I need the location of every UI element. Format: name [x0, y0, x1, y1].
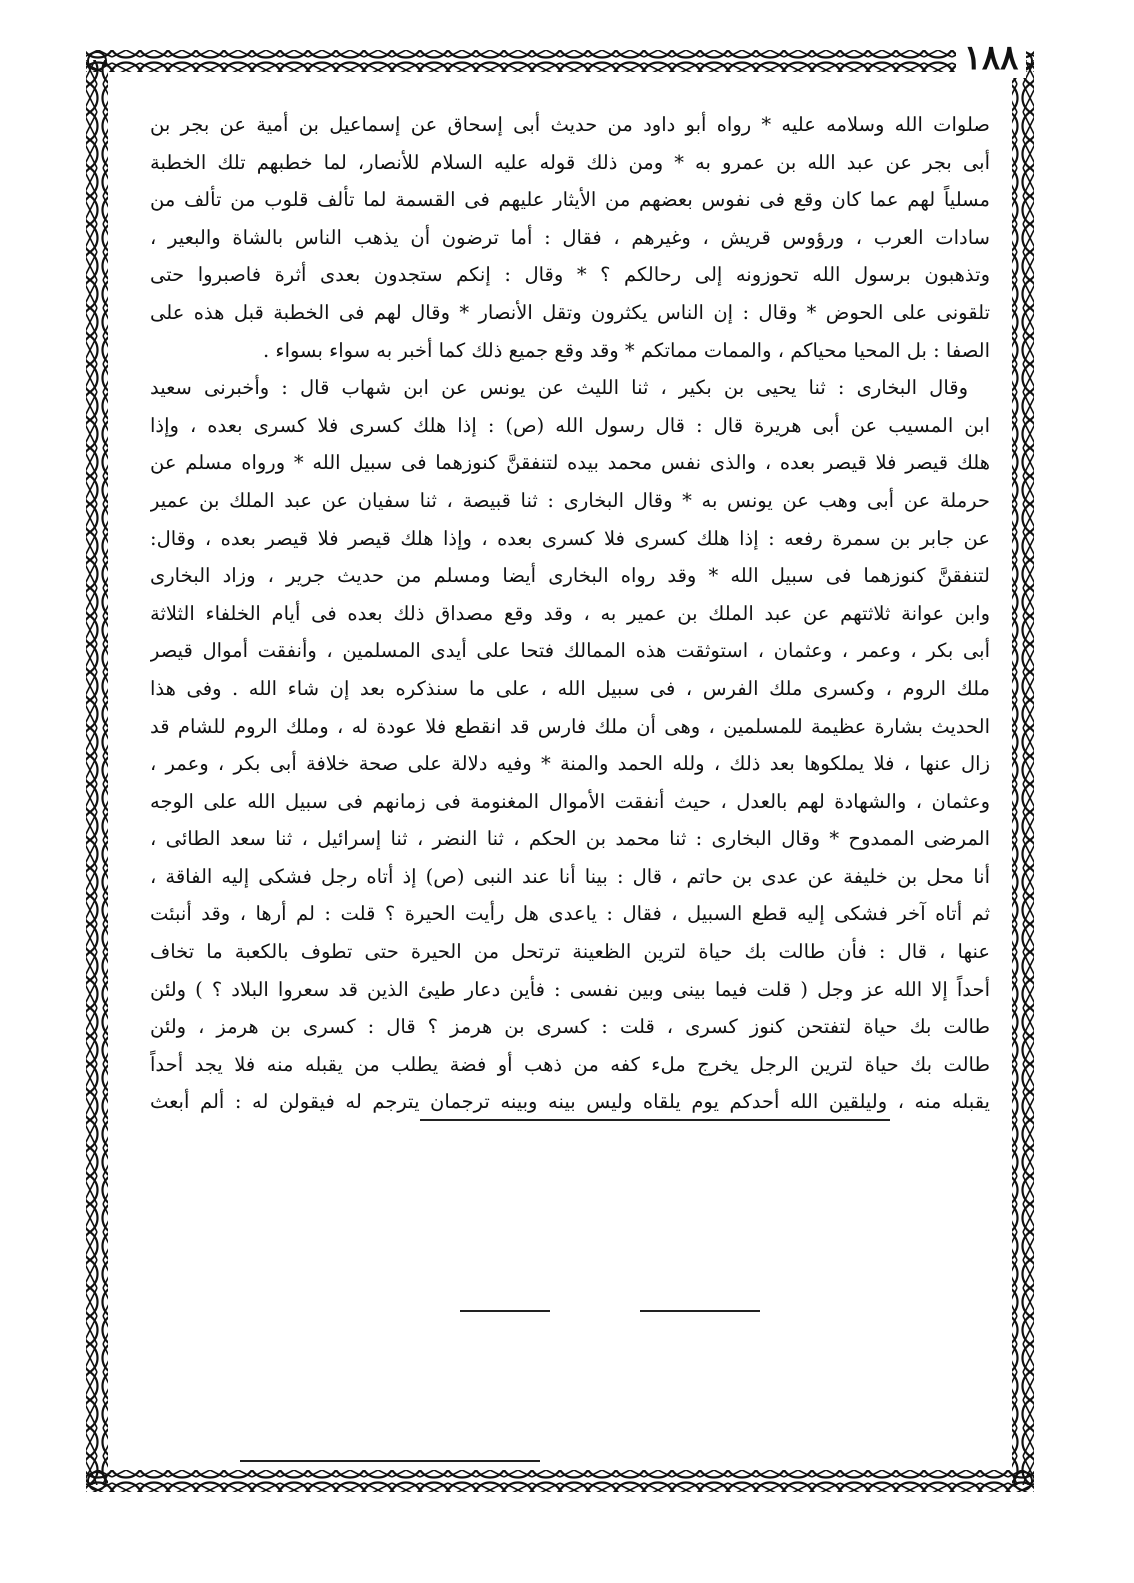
text-line: وقال البخارى : ثنا يحيى بن بكير ، ثنا الليث عن يونس عن ابن شهاب قال : وأخبرنى سعيد	[150, 376, 968, 400]
text-line: وابن عوانة ثلاثتهم عن عبد الملك بن عمير به ، وقد وقع مصداق ذلك بعده فى أيام الخلفاء الثلاثة	[150, 601, 990, 625]
pen-underline	[640, 1310, 760, 1312]
text-line: عن جابر بن سمرة رفعه : إذا هلك كسرى فلا كسرى بعده ، وإذا هلك قيصر فلا قيصر بعده ، وقال:	[150, 526, 990, 550]
text-line: يقبله منه ، وليلقين الله أحدكم يوم يلقاه وليس بينه وبينه ترجمان يترجم له فيقولن له : ألم أبعث	[150, 1090, 990, 1114]
text-line: ملك الروم ، وكسرى ملك الفرس ، فى سبيل الله ، على ما سنذكره بعد إن شاء الله . وفى هذا	[150, 676, 990, 700]
text-line: وعثمان ، والشهادة لهم بالعدل ، حيث أنفقت الأموال المغنومة فى زمانهم فى سبيل الله على الوجه	[150, 789, 990, 813]
text-line: الحديث بشارة عظيمة للمسلمين ، وهى أن ملك فارس قد انقطع فلا عودة له ، وملك الروم للشام قد	[150, 714, 990, 738]
body-text	[150, 106, 990, 1436]
text-line: سادات العرب ، ورؤوس قريش ، وغيرهم ، فقال : أما ترضون أن يذهب الناس بالشاة والبعير ،	[150, 225, 990, 249]
text-line: أنا محل بن خليفة عن عدى بن حاتم ، قال : بينا أنا عند النبى (ص) إذ أتاه رجل فشكى إليه الفاقة ،	[150, 864, 990, 888]
text-line: حرملة عن أبى وهب عن يونس به * وقال البخارى : ثنا قبيصة ، ثنا سفيان عن عبد الملك بن عمير	[150, 488, 990, 512]
pen-underline	[240, 1460, 540, 1462]
text-line: أبى بجر عن عبد الله بن عمرو به * ومن ذلك قوله عليه السلام للأنصار، لما خطبهم تلك الخطبة	[150, 150, 990, 174]
text-line: هلك قيصر فلا قيصر بعده ، والذى نفس محمد بيده لتنفقنَّ كنوزهما فى سبيل الله * ورواه مسلم عن	[150, 451, 990, 475]
text-line: المرضى الممدوح * وقال البخارى : ثنا محمد بن الحكم ، ثنا النضر ، ثنا إسرائيل ، ثنا سعد الطائى ،	[150, 827, 990, 851]
text-line: ابن المسيب عن أبى هريرة قال : قال رسول الله (ص) : إذا هلك كسرى فلا كسرى بعده ، وإذا	[150, 413, 990, 437]
text-line: مسلياً لهم عما كان وقع فى نفوس بعضهم من الأيثار عليهم فى القسمة لما تألف قلوب من تألف من	[150, 188, 990, 212]
text-line: طالت بك حياة لتفتحن كنوز كسرى ، قلت : كسرى بن هرمز ؟ قال : كسرى بن هرمز ، ولئن	[150, 1015, 990, 1039]
text-line: طالت بك حياة لترين الرجل يخرج ملء كفه من ذهب أو فضة يطلب من يقبله منه فلا يجد أحداً	[150, 1052, 990, 1076]
page-number: ١٨٨	[956, 38, 1026, 78]
text-line: زال عنها ، فلا يملكوها بعد ذلك ، ولله الحمد والمنة * وفيه دلالة على صحة خلافة أبى بكر ، وعمر ،	[150, 752, 990, 776]
text-line: تلقونى على الحوض * وقال : إن الناس يكثرون وتقل الأنصار * وقال لهم فى الخطبة قبل هذه على	[150, 300, 990, 324]
text-line: عنها ، قال : فأن طالت بك حياة لترين الظعينة ترتحل من الحيرة حتى تطوف بالكعبة ما تخاف	[150, 940, 990, 964]
text-line: لتنفقنَّ كنوزهما فى سبيل الله * وقد رواه البخارى أيضا ومسلم من حديث جرير ، وزاد البخارى	[150, 564, 990, 588]
text-line: الصفا : بل المحيا محياكم ، والممات مماتكم * وقد وقع جميع ذلك كما أخبر به سواء بسواء .	[263, 338, 990, 362]
text-line: أحداً إلا الله عز وجل ( قلت فيما بينى وبين نفسى : فأين دعار طيئ الذين قد سعروا البلاد ؟ ) ولئن	[150, 977, 990, 1001]
text-line: وتذهبون برسول الله تحوزونه إلى رحالكم ؟ * وقال : إنكم ستجدون بعدى أثرة فاصبروا حتى	[150, 263, 990, 287]
pen-underline	[460, 1310, 550, 1312]
text-line: ثم أتاه آخر فشكى إليه قطع السبيل ، فقال : ياعدى هل رأيت الحيرة ؟ قلت : لم أرها ، وقد أنبئت	[150, 902, 990, 926]
pen-underline	[420, 1119, 890, 1121]
text-line: صلوات الله وسلامه عليه * رواه أبو داود من حديث أبى إسحاق عن إسماعيل بن أمية عن بجر بن	[150, 113, 990, 136]
text-line: أبى بكر ، وعمر ، وعثمان ، استوثقت هذه الممالك فتحا على أيدى المسلمين ، وأنفقت أموال قيصر	[150, 639, 990, 663]
